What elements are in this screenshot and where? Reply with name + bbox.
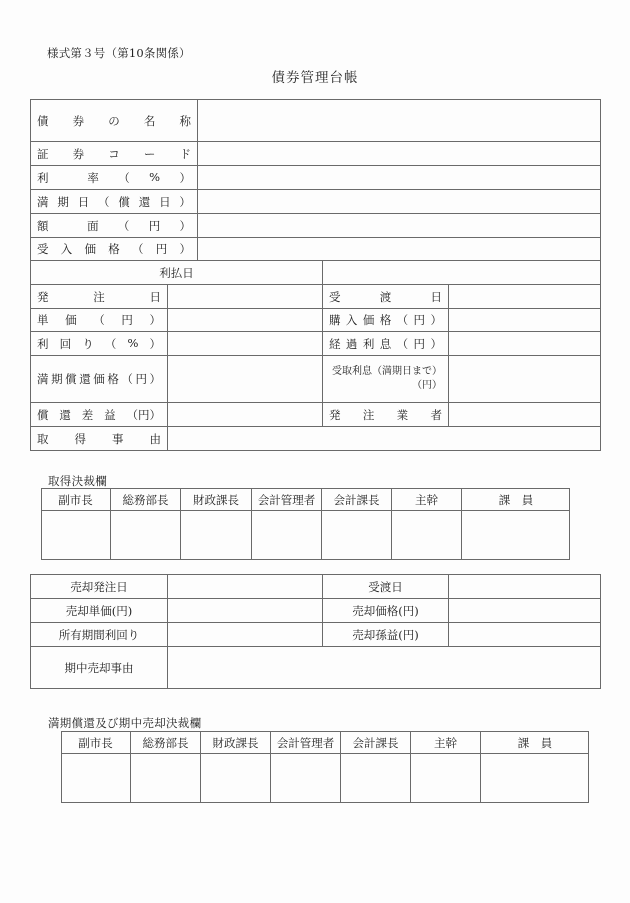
label-char: 償 (118, 194, 130, 209)
approval-stamp-box[interactable] (131, 754, 201, 802)
label-char: の (108, 113, 120, 128)
label-char: 過 (345, 336, 358, 351)
label-char: 価 (93, 372, 105, 386)
bond-field-label (31, 238, 198, 261)
bond-field-value[interactable] (198, 166, 600, 190)
sale-field-label: 売却単価(円) (31, 599, 168, 623)
label-char: 格 (107, 372, 119, 386)
bond-field-label (31, 190, 198, 214)
sale-field-label: 売却孫益(円) (323, 623, 449, 647)
approval-column-header: 課 員 (462, 489, 570, 511)
label-char: 受 (37, 242, 49, 256)
label-char: 還 (138, 194, 151, 209)
label-char: 期 (51, 372, 63, 386)
approval-column-header: 財政課長 (201, 732, 271, 754)
label-char: り (82, 336, 94, 351)
label-char: 入 (345, 313, 358, 327)
sale-field-label: 所有期間利回り (31, 623, 168, 647)
label-char: 券 (72, 146, 85, 161)
approval-column-header: 主幹 (411, 732, 481, 754)
sale-field-value[interactable] (449, 599, 600, 623)
label-char: 額 (37, 218, 49, 233)
approval-stamp-box[interactable] (271, 754, 341, 802)
label-char: （ (104, 336, 117, 351)
label-char: 償 (37, 407, 49, 422)
label-char: （ (93, 313, 105, 327)
label-char: 債 (37, 113, 49, 128)
bond-detail-value[interactable] (168, 309, 323, 332)
sale-field-label: 売却価格(円) (323, 599, 449, 623)
bond-detail-value[interactable] (449, 309, 600, 332)
bond-detail-value[interactable] (449, 332, 600, 356)
label-char: 満 (37, 372, 49, 386)
bond-field-value[interactable] (198, 214, 600, 238)
label-char: 償 (65, 372, 77, 386)
bond-field-value[interactable] (198, 142, 600, 166)
label-char: 価 (84, 242, 96, 256)
label-char: 格 (108, 242, 120, 256)
bond-field-value[interactable] (198, 100, 600, 142)
bond-field-value[interactable] (198, 238, 600, 261)
label-char: 経 (329, 336, 341, 351)
sale-reason-label: 期中売却事由 (31, 647, 168, 688)
label-char: ） (149, 313, 161, 327)
label-char: 円 (135, 372, 147, 386)
label-char: 利 (362, 336, 375, 351)
approval-stamp-box[interactable] (411, 754, 481, 802)
label-char: 日 (149, 289, 161, 304)
interest-payment-label: 利払日 (31, 261, 323, 285)
label-char: 発 (329, 407, 341, 422)
bond-detail-label (323, 285, 449, 309)
bond-detail-value[interactable] (168, 403, 323, 427)
approval-column-header: 総務部長 (111, 489, 181, 511)
label-char: 円 (148, 218, 161, 233)
bond-detail-value[interactable] (168, 356, 323, 403)
maturity-approval-label: 満期償還及び期中売却決裁欄 (48, 716, 202, 730)
label-char: 面 (87, 218, 99, 233)
sale-field-value[interactable] (168, 599, 323, 623)
label-char: 価 (65, 313, 77, 327)
label-char: 格 (379, 313, 392, 327)
label-char: 券 (72, 113, 85, 128)
bond-field-label (31, 142, 198, 166)
label-char: 証 (37, 146, 49, 161)
approval-stamp-box[interactable] (41, 511, 111, 559)
label-char: 価 (362, 313, 375, 327)
approval-stamp-box[interactable] (201, 754, 271, 802)
bond-detail-value[interactable] (449, 356, 600, 403)
bond-detail-label (31, 332, 168, 356)
label-char: 益 (104, 407, 116, 422)
label-line: 受取利息（満期日まで） (332, 366, 442, 377)
approval-stamp-box[interactable] (392, 511, 462, 559)
label-char: 利 (37, 170, 49, 185)
label-char: （ (132, 242, 144, 256)
approval-column-header: 課 員 (481, 732, 589, 754)
label-char: （ (121, 372, 133, 386)
sale-field-value[interactable] (449, 575, 600, 599)
approval-column-header: 会計課長 (341, 732, 411, 754)
label-char: ー (143, 146, 156, 161)
label-char: 円 (413, 313, 426, 327)
label-char: 称 (179, 113, 191, 128)
approval-stamp-box[interactable] (462, 511, 570, 559)
label-char: 利 (37, 336, 49, 351)
label-char: ） (149, 336, 161, 351)
approval-stamp-box[interactable] (322, 511, 392, 559)
label-char: ） (430, 336, 442, 351)
label-char: 円 (413, 336, 426, 351)
approval-stamp-box[interactable] (252, 511, 322, 559)
label-char: 回 (59, 336, 72, 351)
bond-detail-label (31, 285, 168, 309)
label-char: 者 (430, 407, 442, 422)
label-char: 注 (93, 289, 105, 304)
accrued-interest-label (323, 356, 449, 403)
bond-detail-label (31, 403, 168, 427)
label-char: % (127, 335, 139, 350)
label-char: 息 (379, 336, 392, 351)
label-char: ） (179, 170, 191, 185)
label-char: （ (117, 218, 130, 233)
label-char: 受 (329, 289, 341, 304)
label-char: 円 (121, 313, 133, 327)
approval-column-header: 会計課長 (322, 489, 392, 511)
acquisition-reason-label (31, 427, 168, 450)
acquisition-approval-label: 取得決裁欄 (48, 474, 107, 488)
label-char: （ (396, 313, 409, 327)
bond-detail-value[interactable] (449, 403, 600, 427)
approval-stamp-box[interactable] (111, 511, 181, 559)
label-char: ） (149, 372, 161, 386)
label-char: 取 (37, 431, 49, 446)
label-char: 名 (143, 113, 156, 128)
bond-detail-label (31, 356, 168, 403)
label-char: 単 (37, 313, 49, 327)
bond-field-label (31, 100, 198, 142)
sale-field-value[interactable] (449, 623, 600, 647)
label-char: 業 (396, 407, 409, 422)
label-char: ド (179, 146, 191, 161)
bond-detail-label (31, 309, 168, 332)
approval-column-header: 財政課長 (181, 489, 252, 511)
label-char: 渡 (379, 289, 392, 304)
approval-column-header: 会計管理者 (271, 732, 341, 754)
bond-field-value[interactable] (198, 190, 600, 214)
label-char: 由 (149, 431, 161, 446)
label-char: ） (179, 194, 191, 209)
sale-reason-value[interactable] (168, 647, 600, 688)
interest-payment-value[interactable] (323, 261, 600, 285)
approval-stamp-box[interactable] (181, 511, 252, 559)
sale-field-value[interactable] (168, 575, 323, 599)
label-char: 期 (57, 194, 69, 209)
label-char: 差 (81, 407, 94, 422)
bond-detail-label (323, 332, 449, 356)
label-char: （ (396, 336, 409, 351)
label-char: （ (118, 170, 130, 185)
label-char: 事 (112, 431, 124, 446)
approval-stamp-box[interactable] (61, 754, 131, 802)
label-char: ） (179, 242, 191, 256)
approval-stamp-box[interactable] (481, 754, 589, 802)
bond-detail-value[interactable] (168, 332, 323, 356)
approval-column-header: 副市長 (61, 732, 131, 754)
approval-column-header: 主幹 (392, 489, 462, 511)
sale-field-label: 売却発注日 (31, 575, 168, 599)
approval-column-header: 会計管理者 (252, 489, 322, 511)
label-line: （円） (412, 380, 442, 391)
label-char: % (149, 169, 161, 184)
label-char: （ (98, 194, 110, 209)
bond-detail-value[interactable] (168, 285, 323, 309)
label-char: ） (179, 218, 191, 233)
label-char: （円） (126, 407, 161, 422)
bond-detail-label (323, 309, 449, 332)
sale-field-value[interactable] (168, 623, 323, 647)
bond-detail-label (323, 403, 449, 427)
page-title: 債券管理台帳 (271, 70, 359, 86)
label-char: 発 (37, 289, 49, 304)
label-char: 還 (79, 372, 91, 386)
label-char: 満 (37, 194, 49, 209)
label-char: 日 (77, 194, 90, 209)
label-char: 日 (159, 194, 171, 209)
acquisition-reason-value[interactable] (168, 427, 600, 450)
label-char: 日 (430, 289, 442, 304)
approval-stamp-box[interactable] (341, 754, 411, 802)
label-char: 還 (59, 407, 71, 422)
bond-detail-value[interactable] (449, 285, 600, 309)
label-char: 得 (74, 431, 86, 446)
label-char: 円 (155, 242, 168, 256)
label-char: コ (108, 146, 120, 161)
label-char: 購 (329, 313, 341, 327)
bond-field-label (31, 166, 198, 190)
approval-column-header: 総務部長 (131, 732, 201, 754)
label-char: 注 (362, 407, 375, 422)
label-char: 率 (87, 170, 99, 185)
label-char: 入 (60, 242, 73, 256)
sale-field-label: 受渡日 (323, 575, 449, 599)
approval-column-header: 副市長 (41, 489, 111, 511)
label-char: ） (430, 313, 442, 327)
bond-field-label (31, 214, 198, 238)
form-number: 様式第３号（第10条関係） (47, 46, 191, 60)
